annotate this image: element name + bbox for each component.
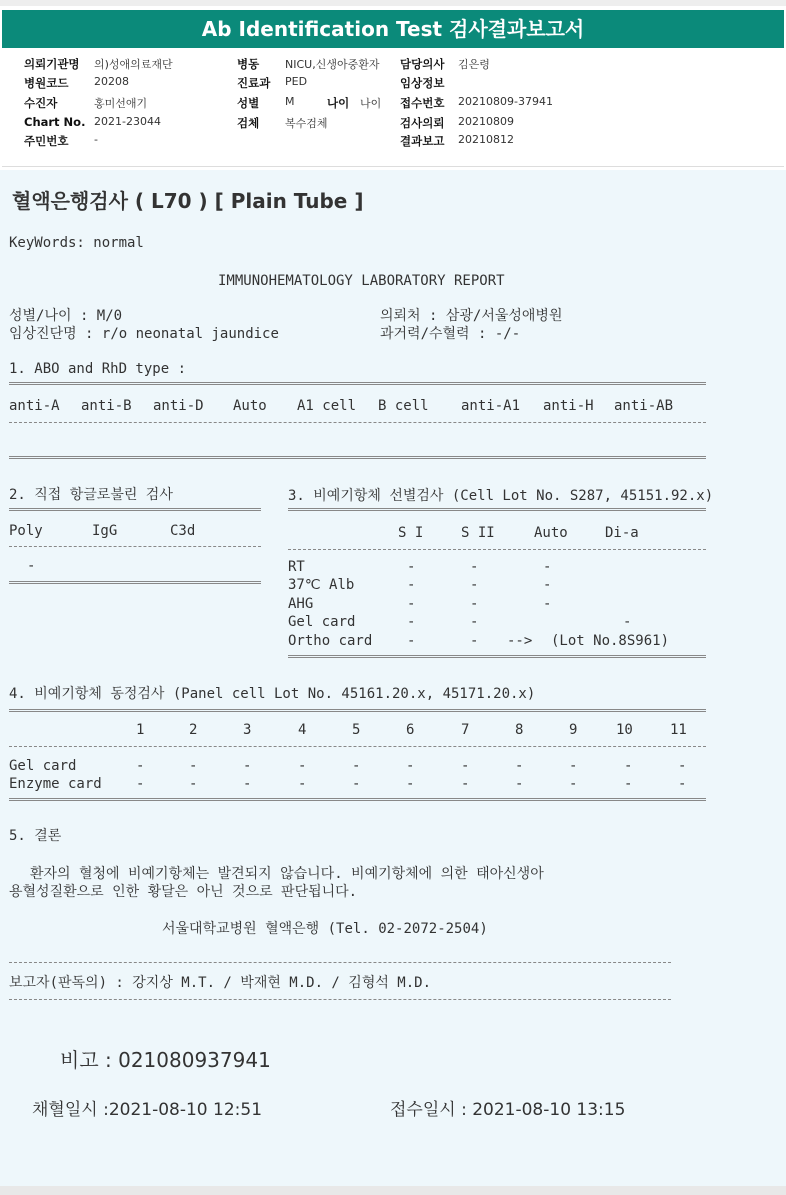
divider xyxy=(288,549,706,550)
hospital-code-value: 20208 xyxy=(94,75,129,88)
abo-header-auto: Auto xyxy=(233,398,267,414)
screen-header-s2: S II xyxy=(461,525,495,541)
sex-value: M xyxy=(285,95,295,108)
dat-value: - xyxy=(27,558,36,574)
panel-cell: - xyxy=(678,776,687,792)
panel-cell: - xyxy=(678,758,687,774)
abo-header-anti-d: anti-D xyxy=(153,398,204,414)
divider xyxy=(9,746,706,747)
panel-cell: - xyxy=(298,758,307,774)
doctor-value: 김은령 xyxy=(458,58,490,71)
panel-cell: - xyxy=(569,758,578,774)
rrn-value: - xyxy=(94,133,98,146)
abo-header-b-cell: B cell xyxy=(378,398,429,414)
collection-datetime: 채혈일시 :2021-08-10 12:51 xyxy=(32,1100,263,1120)
panel-row-label: Enzyme card xyxy=(9,776,102,792)
diagnosis-line: 임상진단명 : r/o neonatal jaundice xyxy=(9,326,279,342)
panel-cell: - xyxy=(136,776,145,792)
screen-header-di-a: Di-a xyxy=(605,525,639,541)
examinee-label: 수진자 xyxy=(24,96,58,110)
panel-row-label: Gel card xyxy=(9,758,77,774)
panel-cell: - xyxy=(189,776,198,792)
lab-report-title: IMMUNOHEMATOLOGY LABORATORY REPORT xyxy=(218,273,505,289)
panel-cell: - xyxy=(624,758,633,774)
divider xyxy=(9,456,706,459)
screen-cell: - xyxy=(470,633,479,649)
panel-cell: - xyxy=(461,758,470,774)
screen-row-label: AHG xyxy=(288,596,314,612)
report-date-value: 20210812 xyxy=(458,133,514,146)
panel-header: 8 xyxy=(515,722,524,738)
panel-cell: - xyxy=(569,776,578,792)
panel-cell: - xyxy=(243,776,252,792)
dept-value: PED xyxy=(285,75,308,88)
screen-header-s1: S I xyxy=(398,525,424,541)
panel-cell: - xyxy=(406,758,415,774)
panel-cell: - xyxy=(352,776,361,792)
panel-header: 10 xyxy=(616,722,633,738)
divider xyxy=(9,581,261,584)
panel-header: 7 xyxy=(461,722,470,738)
dat-header-poly: Poly xyxy=(9,523,43,539)
panel-header: 1 xyxy=(136,722,145,738)
abo-header-anti-a1: anti-A1 xyxy=(461,398,521,414)
screen-cell: - xyxy=(407,559,416,575)
age-label: 나이 xyxy=(327,96,350,110)
screen-cell: - xyxy=(407,596,416,612)
abo-header-a1-cell: A1 cell xyxy=(297,398,357,414)
receipt-no-value: 20210809-37941 xyxy=(458,95,553,108)
specimen-label: 검체 xyxy=(237,116,260,130)
divider xyxy=(9,962,671,963)
reporter-line: 보고자(판독의) : 강지상 M.T. / 박재현 M.D. / 김형석 M.D. xyxy=(9,975,432,991)
screen-cell: - xyxy=(407,614,416,630)
request-date-value: 20210809 xyxy=(458,115,514,128)
report-title: 혈액은행검사 ( L70 ) [ Plain Tube ] xyxy=(12,189,364,213)
panel-cell: - xyxy=(515,758,524,774)
dat-header-c3d: C3d xyxy=(170,523,196,539)
divider xyxy=(9,546,261,547)
screen-cell: - xyxy=(623,614,632,630)
receipt-no-label: 접수번호 xyxy=(400,96,445,110)
panel-cell: - xyxy=(461,776,470,792)
screen-cell: - xyxy=(543,559,552,575)
screen-header-auto: Auto xyxy=(534,525,568,541)
patient-info-panel xyxy=(2,50,784,167)
dat-header-igg: IgG xyxy=(92,523,118,539)
divider xyxy=(9,508,261,511)
ward-label: 병동 xyxy=(237,57,260,71)
clinical-info-label: 임상정보 xyxy=(400,76,445,90)
abo-header-anti-ab: anti-AB xyxy=(614,398,674,414)
divider xyxy=(288,655,706,658)
report-banner-title: Ab Identification Test 검사결과보고서 xyxy=(2,10,784,48)
screen-cell: - xyxy=(543,577,552,593)
conclusion-line-2: 용혈성질환으로 인한 황달은 아닌 것으로 판단됩니다. xyxy=(9,884,358,900)
panel-cell: - xyxy=(298,776,307,792)
panel-cell: - xyxy=(189,758,198,774)
hospital-code-label: 병원코드 xyxy=(24,76,69,90)
panel-header: 9 xyxy=(569,722,578,738)
examinee-value: 홍미선애기 xyxy=(94,97,148,110)
hospital-contact: 서울대학교병원 혈액은행 (Tel. 02-2072-2504) xyxy=(162,921,488,937)
section1-title: 1. ABO and RhD type : xyxy=(9,361,187,377)
abo-header-anti-h: anti-H xyxy=(543,398,594,414)
screen-cell: - xyxy=(407,577,416,593)
chart-no-label: Chart No. xyxy=(24,115,86,129)
section3-title: 3. 비예기항체 선별검사 (Cell Lot No. S287, 45151.92.x) xyxy=(288,488,714,504)
screen-cell: - xyxy=(470,596,479,612)
screen-cell: --> xyxy=(507,633,533,649)
screen-cell: - xyxy=(470,559,479,575)
panel-header: 6 xyxy=(406,722,415,738)
panel-cell: - xyxy=(624,776,633,792)
panel-header: 2 xyxy=(189,722,198,738)
panel-cell: - xyxy=(352,758,361,774)
institution-label: 의뢰기관명 xyxy=(24,57,80,71)
receipt-datetime: 접수일시 : 2021-08-10 13:15 xyxy=(390,1100,626,1120)
sex-age-line: 성별/나이 : M/0 xyxy=(9,308,123,324)
history-line: 과거력/수혈력 : -/- xyxy=(380,326,521,342)
screen-row-label: RT xyxy=(288,559,305,575)
institution-value: 의)성애의료재단 xyxy=(94,58,173,71)
remark: 비고 : 021080937941 xyxy=(60,1048,271,1072)
screen-cell: - xyxy=(543,596,552,612)
keywords: KeyWords: normal xyxy=(9,235,144,251)
section5-title: 5. 결론 xyxy=(9,828,62,844)
divider xyxy=(288,508,706,511)
dept-label: 진료과 xyxy=(237,76,271,90)
screen-cell: - xyxy=(470,577,479,593)
panel-cell: - xyxy=(406,776,415,792)
panel-cell: - xyxy=(515,776,524,792)
screen-row-label: 37℃ Alb xyxy=(288,577,355,593)
screen-row-label: Gel card xyxy=(288,614,356,630)
sex-label: 성별 xyxy=(237,96,260,110)
request-date-label: 검사의뢰 xyxy=(400,116,445,130)
rrn-label: 주민번호 xyxy=(24,134,69,148)
chart-no-value: 2021-23044 xyxy=(94,115,161,128)
section4-title: 4. 비예기항체 동정검사 (Panel cell Lot No. 45161.20.x, 45171.20.x) xyxy=(9,686,536,702)
screen-row-label: Ortho card xyxy=(288,633,373,649)
abo-header-anti-b: anti-B xyxy=(81,398,132,414)
panel-header: 3 xyxy=(243,722,252,738)
specimen-value: 복수검체 xyxy=(285,117,328,130)
divider xyxy=(9,999,671,1000)
referrer-line: 의뢰처 : 삼광/서울성애병원 xyxy=(380,308,563,324)
divider xyxy=(9,382,706,385)
panel-header: 4 xyxy=(298,722,307,738)
bottom-border xyxy=(0,1186,786,1195)
ward-value: NICU,신생아중환자 xyxy=(285,58,380,71)
ortho-lot-no: (Lot No.8S961) xyxy=(551,633,670,649)
divider xyxy=(9,798,706,801)
doctor-label: 담당의사 xyxy=(400,57,445,71)
panel-header: 11 xyxy=(670,722,687,738)
divider xyxy=(9,709,706,712)
abo-header-anti-a: anti-A xyxy=(9,398,60,414)
age-value: 나이 xyxy=(360,97,382,110)
conclusion-line-1: 환자의 혈청에 비예기항체는 발견되지 않습니다. 비예기항체에 의한 태아신생아 xyxy=(30,866,544,882)
report-date-label: 결과보고 xyxy=(400,134,445,148)
divider xyxy=(9,422,706,423)
panel-cell: - xyxy=(136,758,145,774)
section2-title: 2. 직접 항글로불린 검사 xyxy=(9,487,173,503)
screen-cell: - xyxy=(407,633,416,649)
screen-cell: - xyxy=(470,614,479,630)
panel-cell: - xyxy=(243,758,252,774)
panel-header: 5 xyxy=(352,722,361,738)
top-border xyxy=(0,0,786,6)
